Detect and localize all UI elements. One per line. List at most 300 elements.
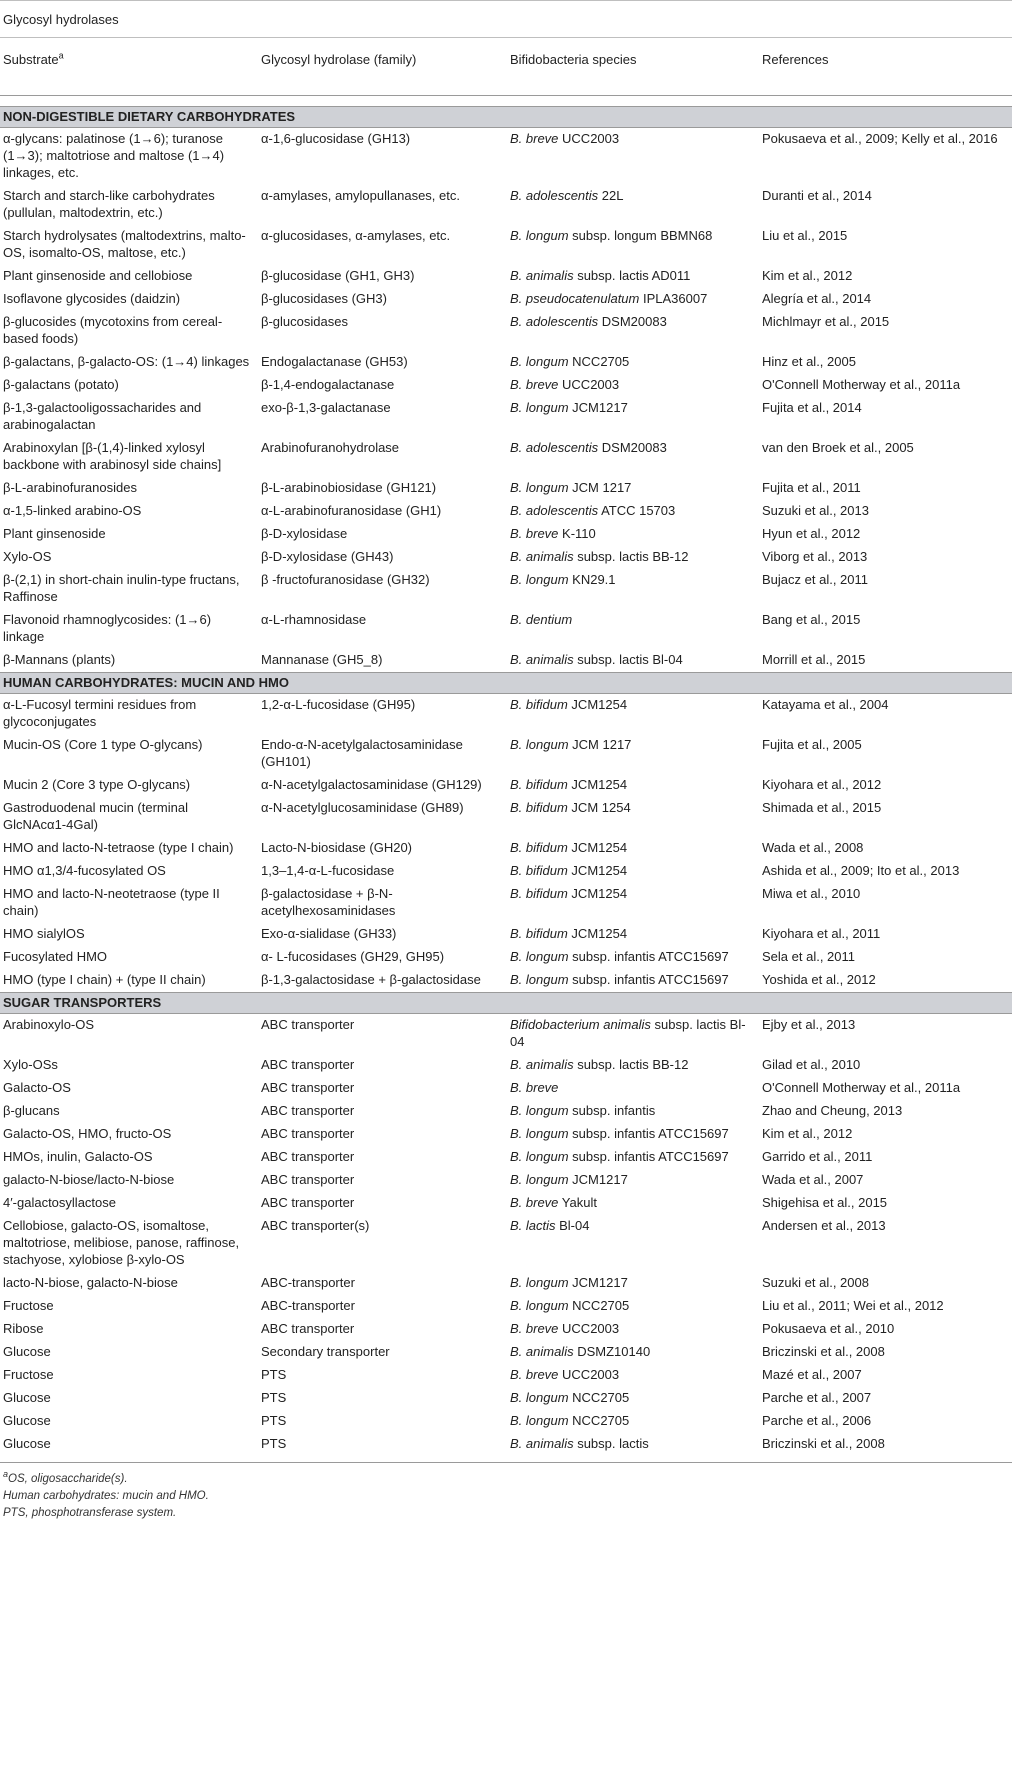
reference-cell: Pokusaeva et al., 2010 [762, 1321, 895, 1336]
reference-cell: Ejby et al., 2013 [762, 1017, 856, 1032]
hydrolase-cell: β-galactosidase + β-N-acetylhexosaminidases [261, 886, 396, 918]
table-row [0, 1272, 1012, 1295]
species-strain: NCC2705 [568, 1390, 630, 1405]
species-strain: JCM1217 [568, 1275, 628, 1290]
hydrolase-cell: Mannanase (GH5_8) [261, 652, 383, 667]
hydrolase-cell: α-N-acetylgalactosaminidase (GH129) [261, 777, 482, 792]
species-strain: DSM20083 [598, 440, 667, 455]
species-strain: JCM 1254 [567, 800, 631, 815]
species-cell [506, 860, 759, 883]
hydrolase-cell: PTS [261, 1367, 287, 1382]
species-strain: K-110 [558, 526, 596, 541]
species-name-italic: B. breve [510, 526, 559, 541]
species-name-italic: B. longum [510, 949, 569, 964]
section-title: NON-DIGESTIBLE DIETARY CARBOHYDRATES [0, 107, 1012, 128]
reference-cell: van den Broek et al., 2005 [762, 440, 914, 455]
hydrolase-cell: PTS [261, 1413, 287, 1428]
substrate-cell: Starch and starch-like carbohydrates (pullulan, maltodextrin, etc.) [3, 188, 215, 220]
substrate-cell: Cellobiose, galacto-OS, isomaltose, maltotriose, melibiose, panose, raffinose, stachyose, xylobiose β-xylo-OS [3, 1218, 240, 1267]
table-row [0, 437, 1012, 477]
footnote-mark: a [3, 1469, 9, 1480]
hydrolase-cell: α- L-fucosidases (GH29, GH95) [261, 949, 445, 964]
hydrolase-cell: Lacto-N-biosidase (GH20) [261, 840, 413, 855]
table-row [0, 860, 1012, 883]
reference-cell: Shigehisa et al., 2015 [762, 1195, 888, 1210]
table-row [0, 1318, 1012, 1341]
section-header-row [0, 673, 1012, 694]
species-name-italic: B. longum [510, 1103, 569, 1118]
reference-cell: Viborg et al., 2013 [762, 549, 868, 564]
table-row [0, 1014, 1012, 1055]
species-cell [506, 265, 759, 288]
species-name-italic: B. breve [510, 1321, 559, 1336]
hydrolase-cell: Secondary transporter [261, 1344, 390, 1359]
reference-cell: Suzuki et al., 2013 [762, 503, 869, 518]
hydrolase-cell: ABC transporter [261, 1172, 355, 1187]
substrate-cell: Arabinoxylo-OS [3, 1017, 95, 1032]
substrate-cell: Fructose [3, 1367, 54, 1382]
hydrolase-cell: ABC-transporter [261, 1298, 355, 1313]
species-strain: JCM1217 [568, 1172, 628, 1187]
table-row [0, 1100, 1012, 1123]
hydrolase-cell: ABC-transporter [261, 1275, 355, 1290]
species-name-italic: B. breve [510, 131, 559, 146]
substrate-cell: Mucin 2 (Core 3 type O-glycans) [3, 777, 191, 792]
reference-cell: Wada et al., 2008 [762, 840, 864, 855]
species-strain: JCM1254 [567, 863, 628, 878]
substrate-cell: Glucose [3, 1344, 51, 1359]
section-title: HUMAN CARBOHYDRATES: MUCIN AND HMO [0, 673, 1012, 694]
table-row [0, 351, 1012, 374]
table-row [0, 1433, 1012, 1463]
substrate-cell: Glucose [3, 1413, 51, 1428]
reference-cell: O'Connell Motherway et al., 2011a [762, 377, 961, 392]
species-name-italic: B. bifidum [510, 886, 568, 901]
section-title: SUGAR TRANSPORTERS [0, 993, 1012, 1014]
reference-cell: Gilad et al., 2010 [762, 1057, 861, 1072]
reference-cell: Briczinski et al., 2008 [762, 1344, 885, 1359]
species-strain: subsp. infantis ATCC15697 [568, 1149, 729, 1164]
hydrolase-cell: α-glucosidases, α-amylases, etc. [261, 228, 451, 243]
reference-cell: Miwa et al., 2010 [762, 886, 861, 901]
species-cell [506, 1410, 759, 1433]
footnote-pts: PTS, phosphotransferase system. [3, 1507, 177, 1519]
substrate-cell: Glucose [0, 1433, 253, 1463]
species-cell [506, 1054, 759, 1077]
column-header-row [0, 38, 1012, 96]
table-row [0, 1192, 1012, 1215]
footnote-os [3, 1471, 1012, 1488]
species-cell [506, 1014, 759, 1055]
reference-cell: Liu et al., 2011; Wei et al., 2012 [762, 1298, 944, 1313]
table-row [0, 1364, 1012, 1387]
hydrolase-cell: ABC transporter [261, 1195, 355, 1210]
hydrolase-cell: β-1,3-galactosidase + β-galactosidase [261, 972, 481, 987]
species-cell [506, 1169, 759, 1192]
table-row [0, 288, 1012, 311]
species-name-italic: B. breve [510, 1195, 559, 1210]
table-row [0, 311, 1012, 351]
substrate-cell: β-(2,1) in short-chain inulin-type fructans, Raffinose [3, 572, 240, 604]
species-cell [506, 546, 759, 569]
species-name-italic: B. animalis [510, 652, 574, 667]
section-header-row [0, 107, 1012, 128]
table-row [0, 923, 1012, 946]
hydrolase-cell: ABC transporter [261, 1017, 355, 1032]
species-strain: subsp. infantis ATCC15697 [568, 1126, 729, 1141]
footnote-human-carbohydrates: Human carbohydrates: mucin and HMO. [3, 1490, 209, 1502]
species-strain: Yakult [558, 1195, 597, 1210]
species-name-italic: B. animalis [510, 268, 574, 283]
species-name-italic: B. adolescentis [510, 503, 599, 518]
substrate-cell: Plant ginsenoside [3, 526, 106, 541]
species-name-italic: B. longum [510, 1275, 569, 1290]
footnotes [0, 1463, 1012, 1522]
substrate-cell: Gastroduodenal mucin (terminal GlcNAcα1-4Gal) [3, 800, 188, 832]
species-name-italic: B. dentium [510, 612, 573, 627]
hydrolase-cell: Endogalactanase (GH53) [261, 354, 408, 369]
substrate-cell: α-L-Fucosyl termini residues from glycoconjugates [3, 697, 197, 729]
reference-cell: Yoshida et al., 2012 [762, 972, 876, 987]
table-title-row [0, 1, 1012, 38]
hydrolase-cell: β-glucosidase (GH1, GH3) [261, 268, 415, 283]
species-strain: subsp. lactis BB-12 [573, 549, 689, 564]
reference-cell: Andersen et al., 2013 [762, 1218, 886, 1233]
substrate-cell: Starch hydrolysates (maltodextrins, malto-OS, isomalto-OS, maltose, etc.) [3, 228, 246, 260]
species-name-italic: B. longum [510, 972, 569, 987]
hydrolase-cell: β -fructofuranosidase (GH32) [261, 572, 430, 587]
substrate-cell: Xylo-OSs [3, 1057, 58, 1072]
species-cell [506, 734, 759, 774]
reference-cell: Katayama et al., 2004 [762, 697, 889, 712]
reference-cell: Fujita et al., 2005 [762, 737, 862, 752]
table-row [0, 128, 1012, 186]
species-strain: DSM20083 [598, 314, 667, 329]
table-row [0, 1215, 1012, 1272]
species-name-italic: B. animalis [510, 1057, 574, 1072]
reference-cell: Hyun et al., 2012 [762, 526, 861, 541]
table-row [0, 225, 1012, 265]
hydrolase-cell: 1,3–1,4-α-L-fucosidase [261, 863, 395, 878]
species-name-italic: B. longum [510, 400, 569, 415]
species-name-italic: B. breve [510, 1367, 559, 1382]
section-header-row [0, 993, 1012, 1014]
substrate-cell: Mucin-OS (Core 1 type O-glycans) [3, 737, 203, 752]
species-strain: Bl-04 [555, 1218, 590, 1233]
species-strain: subsp. infantis ATCC15697 [568, 949, 729, 964]
reference-cell: Sela et al., 2011 [762, 949, 855, 964]
reference-cell: Morrill et al., 2015 [762, 652, 866, 667]
species-name-italic: B. bifidum [510, 777, 568, 792]
species-strain: JCM1254 [567, 697, 628, 712]
substrate-cell: Galacto-OS, HMO, fructo-OS [3, 1126, 172, 1141]
species-strain: subsp. infantis [568, 1103, 656, 1118]
substrate-cell: β-L-arabinofuranosides [3, 480, 137, 495]
table-row [0, 609, 1012, 649]
reference-cell: O'Connell Motherway et al., 2011a [762, 1080, 961, 1095]
header-species: Bifidobacteria species [506, 38, 759, 96]
species-cell [506, 288, 759, 311]
species-cell [506, 1123, 759, 1146]
species-strain: subsp. longum BBMN68 [568, 228, 713, 243]
species-name-italic: B. animalis [510, 549, 574, 564]
hydrolase-cell: β-L-arabinobiosidase (GH121) [261, 480, 437, 495]
substrate-cell: HMOs, inulin, Galacto-OS [3, 1149, 153, 1164]
species-cell [506, 609, 759, 649]
header-substrate-footnote-mark: a [58, 50, 64, 61]
hydrolase-cell: β-glucosidases [261, 314, 348, 329]
species-cell [506, 969, 759, 993]
substrate-cell: 4′-galactosyllactose [3, 1195, 116, 1210]
species-name-italic: B. animalis [510, 1344, 574, 1359]
table-title: Glycosyl hydrolases [0, 1, 1012, 38]
species-name-italic: B. longum [510, 737, 569, 752]
species-cell [506, 523, 759, 546]
hydrolase-cell: ABC transporter [261, 1103, 355, 1118]
hydrolase-cell: α-N-acetylglucosaminidase (GH89) [261, 800, 464, 815]
species-cell [506, 774, 759, 797]
species-cell [506, 185, 759, 225]
reference-cell: Briczinski et al., 2008 [759, 1433, 1012, 1463]
reference-cell: Pokusaeva et al., 2009; Kelly et al., 2016 [762, 131, 998, 146]
species-name-italic: B. longum [510, 1298, 569, 1313]
species-name-italic: B. bifidum [510, 697, 568, 712]
species-strain: 22L [598, 188, 624, 203]
substrate-cell: α-1,5-linked arabino-OS [3, 503, 142, 518]
species-cell [506, 797, 759, 837]
header-references: References [759, 38, 1012, 96]
species-cell [506, 1146, 759, 1169]
footnote-os-text: OS, oligosaccharide(s). [8, 1473, 128, 1485]
species-strain: UCC2003 [558, 131, 620, 146]
species-name-italic: B. adolescentis [510, 314, 599, 329]
table-row [0, 477, 1012, 500]
hydrolase-cell: β-D-xylosidase (GH43) [261, 549, 394, 564]
table-row [0, 1387, 1012, 1410]
species-name-italic: B. longum [510, 480, 569, 495]
substrate-cell: HMO sialylOS [3, 926, 85, 941]
species-cell [506, 1192, 759, 1215]
substrate-cell: β-galactans (potato) [3, 377, 119, 392]
table-row [0, 1146, 1012, 1169]
species-name-italic: B. longum [510, 228, 569, 243]
substrate-cell: β-glucans [3, 1103, 60, 1118]
species-cell [506, 1433, 759, 1463]
reference-cell: Parche et al., 2007 [762, 1390, 872, 1405]
substrate-cell: Arabinoxylan [β-(1,4)-linked xylosyl backbone with arabinosyl side chains] [3, 440, 222, 472]
species-name-italic: B. breve [510, 377, 559, 392]
species-cell [506, 1387, 759, 1410]
species-strain: NCC2705 [568, 354, 630, 369]
species-name-italic: B. longum [510, 1390, 569, 1405]
species-strain: NCC2705 [568, 1298, 630, 1313]
table-row [0, 569, 1012, 609]
table-row [0, 1077, 1012, 1100]
header-gap [0, 96, 1012, 107]
reference-cell: Bujacz et al., 2011 [762, 572, 868, 587]
table-row [0, 1410, 1012, 1433]
species-strain: UCC2003 [558, 1367, 620, 1382]
species-name-italic: B. adolescentis [510, 188, 599, 203]
table-row [0, 500, 1012, 523]
table-row [0, 546, 1012, 569]
reference-cell: Fujita et al., 2011 [762, 480, 861, 495]
hydrolase-cell: Endo-α-N-acetylgalactosaminidase (GH101) [261, 737, 463, 769]
substrate-cell: Fucosylated HMO [3, 949, 108, 964]
species-name-italic: B. bifidum [510, 926, 568, 941]
table-row [0, 374, 1012, 397]
species-cell [506, 1341, 759, 1364]
hydrolase-cell: β-glucosidases (GH3) [261, 291, 387, 306]
substrate-cell: lacto-N-biose, galacto-N-biose [3, 1275, 178, 1290]
species-strain: subsp. lactis Bl-04 [573, 652, 683, 667]
species-strain: subsp. lactis Bl-04 [510, 1017, 746, 1049]
substrate-cell: Xylo-OS [3, 549, 52, 564]
hydrolase-cell: β-D-xylosidase [261, 526, 348, 541]
hydrolase-cell: α-L-rhamnosidase [261, 612, 367, 627]
reference-cell: Suzuki et al., 2008 [762, 1275, 869, 1290]
header-substrate [0, 38, 253, 96]
table-row [0, 649, 1012, 673]
table-body [0, 1, 1012, 1463]
reference-cell: Fujita et al., 2014 [762, 400, 862, 415]
substrate-cell: β-1,3-galactooligossacharides and arabinogalactan [3, 400, 202, 432]
species-cell [506, 946, 759, 969]
species-cell [506, 128, 759, 186]
hydrolase-cell: exo-β-1,3-galactanase [261, 400, 391, 415]
species-cell [506, 1295, 759, 1318]
reference-cell: Bang et al., 2015 [762, 612, 861, 627]
reference-cell: Hinz et al., 2005 [762, 354, 856, 369]
species-name-italic: B. bifidum [510, 863, 568, 878]
table-row [0, 883, 1012, 923]
species-cell [506, 351, 759, 374]
species-name-italic: B. bifidum [510, 840, 568, 855]
table-row [0, 1123, 1012, 1146]
species-cell [506, 397, 759, 437]
species-cell [506, 374, 759, 397]
substrate-cell: Plant ginsenoside and cellobiose [3, 268, 193, 283]
species-name-italic: B. longum [510, 354, 569, 369]
reference-cell: Mazé et al., 2007 [762, 1367, 862, 1382]
species-name-italic: B. adolescentis [510, 440, 599, 455]
header-substrate-label: Substrate [3, 52, 59, 67]
species-cell [506, 1272, 759, 1295]
reference-cell: Alegría et al., 2014 [762, 291, 872, 306]
hydrolase-cell: ABC transporter [261, 1321, 355, 1336]
species-name-italic: B. bifidum [510, 800, 568, 815]
species-strain: subsp. lactis BB-12 [573, 1057, 689, 1072]
hydrolase-cell: PTS [253, 1433, 506, 1463]
species-strain: subsp. lactis AD011 [573, 268, 691, 283]
reference-cell: Zhao and Cheung, 2013 [762, 1103, 903, 1118]
substrate-cell: Ribose [3, 1321, 44, 1336]
hydrolase-cell: 1,2-α-L-fucosidase (GH95) [261, 697, 416, 712]
hydrolase-cell: α-1,6-glucosidase (GH13) [261, 131, 411, 146]
species-cell [506, 1215, 759, 1272]
species-strain: NCC2705 [568, 1413, 630, 1428]
species-strain: JCM1254 [567, 926, 628, 941]
substrate-cell: HMO α1,3/4-fucosylated OS [3, 863, 166, 878]
species-strain: subsp. infantis ATCC15697 [568, 972, 729, 987]
substrate-cell: galacto-N-biose/lacto-N-biose [3, 1172, 175, 1187]
substrate-cell: Flavonoid rhamnoglycosides: (1→6) linkage [3, 612, 212, 644]
reference-cell: Wada et al., 2007 [762, 1172, 864, 1187]
hydrolase-cell: ABC transporter [261, 1149, 355, 1164]
substrate-cell: HMO and lacto-N-tetraose (type I chain) [3, 840, 234, 855]
species-name-italic: B. animalis [510, 1436, 574, 1451]
species-cell [506, 477, 759, 500]
reference-cell: Kiyohara et al., 2011 [762, 926, 881, 941]
species-strain: JCM1254 [567, 840, 628, 855]
substrate-cell: Glucose [3, 1390, 51, 1405]
species-cell [506, 649, 759, 673]
species-strain: JCM 1217 [568, 737, 632, 752]
species-name-italic: B. lactis [510, 1218, 556, 1233]
reference-cell: Liu et al., 2015 [762, 228, 848, 243]
reference-cell: Duranti et al., 2014 [762, 188, 872, 203]
reference-cell: Kim et al., 2012 [762, 1126, 853, 1141]
species-cell [506, 569, 759, 609]
species-name-italic: B. longum [510, 1149, 569, 1164]
reference-cell: Garrido et al., 2011 [762, 1149, 873, 1164]
substrate-cell: α-glycans: palatinose (1→6); turanose (1→3); maltotriose and maltose (1→4) linkages, etc. [3, 131, 225, 180]
table-row [0, 734, 1012, 774]
species-name-italic: B. longum [510, 1413, 569, 1428]
species-cell [506, 837, 759, 860]
table-row [0, 265, 1012, 288]
species-strain: subsp. lactis [573, 1436, 649, 1451]
reference-cell: Shimada et al., 2015 [762, 800, 882, 815]
table-row [0, 694, 1012, 735]
reference-cell: Ashida et al., 2009; Ito et al., 2013 [762, 863, 960, 878]
species-cell [506, 883, 759, 923]
species-cell [506, 1077, 759, 1100]
species-strain: JCM 1217 [568, 480, 632, 495]
species-cell [506, 225, 759, 265]
hydrolase-cell: ABC transporter(s) [261, 1218, 370, 1233]
hydrolase-cell: α-L-arabinofuranosidase (GH1) [261, 503, 442, 518]
species-name-italic: B. pseudocatenulatum [510, 291, 640, 306]
table-row [0, 1295, 1012, 1318]
species-cell [506, 694, 759, 735]
species-cell [506, 923, 759, 946]
hydrolase-cell: Exo-α-sialidase (GH33) [261, 926, 397, 941]
table-row [0, 1054, 1012, 1077]
reference-cell: Parche et al., 2006 [762, 1413, 872, 1428]
table-row [0, 397, 1012, 437]
table-row [0, 837, 1012, 860]
species-strain: KN29.1 [568, 572, 616, 587]
table-row [0, 774, 1012, 797]
header-hydrolase: Glycosyl hydrolase (family) [253, 38, 506, 96]
species-strain: DSMZ10140 [573, 1344, 651, 1359]
species-cell [506, 311, 759, 351]
species-cell [506, 1364, 759, 1387]
species-name-italic: B. longum [510, 1172, 569, 1187]
table-row [0, 969, 1012, 993]
species-strain: UCC2003 [558, 377, 620, 392]
species-name-italic: B. longum [510, 1126, 569, 1141]
hydrolase-cell: ABC transporter [261, 1080, 355, 1095]
species-cell [506, 437, 759, 477]
species-strain: ATCC 15703 [598, 503, 676, 518]
species-name-italic: B. breve [510, 1080, 559, 1095]
species-strain: IPLA36007 [639, 291, 708, 306]
substrate-cell: HMO (type I chain) + (type II chain) [3, 972, 206, 987]
species-name-italic: Bifidobacterium animalis [510, 1017, 651, 1032]
table-row [0, 797, 1012, 837]
